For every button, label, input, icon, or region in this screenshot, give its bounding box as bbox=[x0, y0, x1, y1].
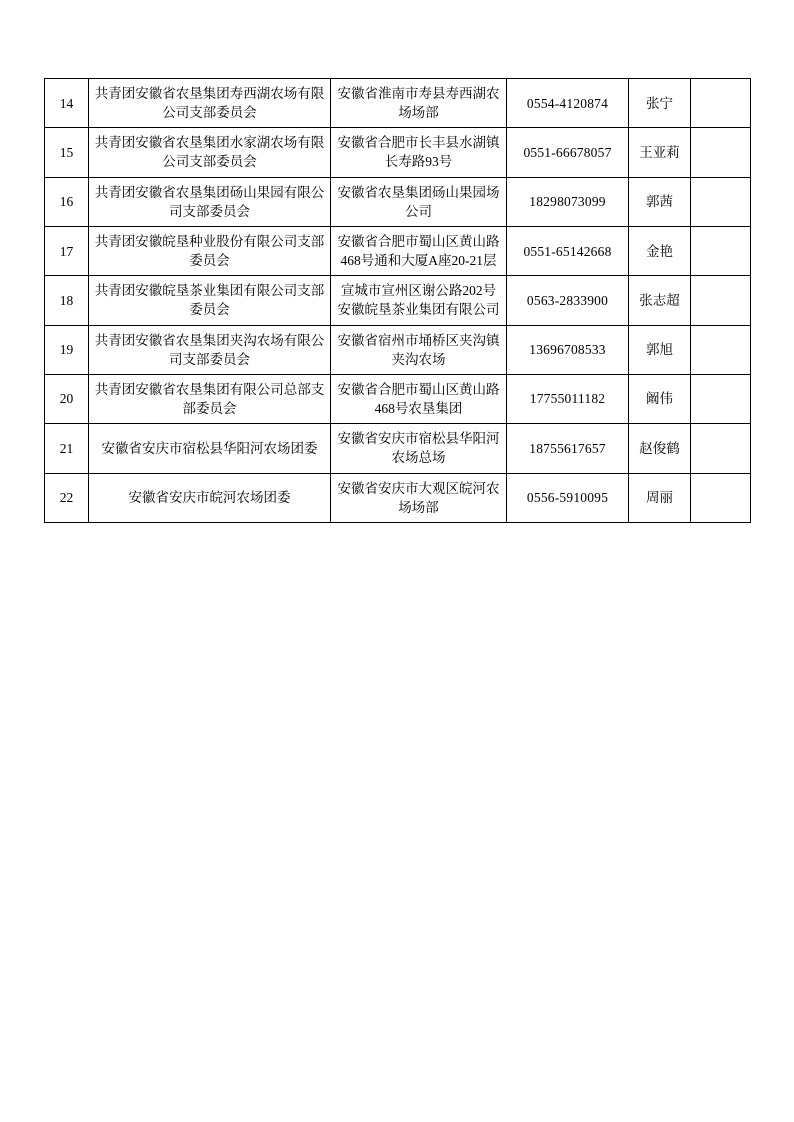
cell-index: 14 bbox=[45, 79, 89, 128]
cell-contact: 郭茜 bbox=[629, 177, 691, 226]
cell-organization: 共青团安徽省农垦集团水家湖农场有限公司支部委员会 bbox=[89, 128, 331, 177]
cell-extra bbox=[691, 128, 751, 177]
cell-extra bbox=[691, 325, 751, 374]
cell-index: 16 bbox=[45, 177, 89, 226]
cell-index: 18 bbox=[45, 276, 89, 325]
cell-contact: 赵俊鹤 bbox=[629, 424, 691, 473]
cell-organization: 安徽省安庆市宿松县华阳河农场团委 bbox=[89, 424, 331, 473]
cell-contact: 张宁 bbox=[629, 79, 691, 128]
cell-extra bbox=[691, 79, 751, 128]
cell-index: 20 bbox=[45, 374, 89, 423]
cell-contact: 金艳 bbox=[629, 226, 691, 275]
cell-address: 安徽省宿州市埇桥区夹沟镇夹沟农场 bbox=[331, 325, 507, 374]
cell-telephone: 0551-66678057 bbox=[507, 128, 629, 177]
cell-telephone: 0551-65142668 bbox=[507, 226, 629, 275]
cell-telephone: 17755011182 bbox=[507, 374, 629, 423]
cell-organization: 共青团安徽皖垦种业股份有限公司支部委员会 bbox=[89, 226, 331, 275]
table-row bbox=[45, 325, 751, 374]
cell-telephone: 0556-5910095 bbox=[507, 473, 629, 522]
table-row bbox=[45, 424, 751, 473]
cell-contact: 郭旭 bbox=[629, 325, 691, 374]
cell-telephone: 0554-4120874 bbox=[507, 79, 629, 128]
cell-index: 21 bbox=[45, 424, 89, 473]
cell-address: 安徽省合肥市蜀山区黄山路468号农垦集团 bbox=[331, 374, 507, 423]
cell-address: 安徽省合肥市蜀山区黄山路468号通和大厦A座20-21层 bbox=[331, 226, 507, 275]
table-row bbox=[45, 276, 751, 325]
cell-organization: 共青团安徽省农垦集团砀山果园有限公司支部委员会 bbox=[89, 177, 331, 226]
table-body bbox=[45, 79, 751, 523]
cell-contact: 王亚莉 bbox=[629, 128, 691, 177]
cell-address: 宣城市宣州区谢公路202号安徽皖垦茶业集团有限公司 bbox=[331, 276, 507, 325]
organization-table bbox=[44, 78, 751, 523]
cell-index: 15 bbox=[45, 128, 89, 177]
cell-address: 安徽省安庆市大观区皖河农场场部 bbox=[331, 473, 507, 522]
cell-organization: 共青团安徽省农垦集团夹沟农场有限公司支部委员会 bbox=[89, 325, 331, 374]
cell-extra bbox=[691, 424, 751, 473]
table-row bbox=[45, 473, 751, 522]
cell-extra bbox=[691, 226, 751, 275]
cell-telephone: 18755617657 bbox=[507, 424, 629, 473]
cell-contact: 阚伟 bbox=[629, 374, 691, 423]
cell-address: 安徽省安庆市宿松县华阳河农场总场 bbox=[331, 424, 507, 473]
cell-extra bbox=[691, 177, 751, 226]
table-container bbox=[44, 78, 750, 523]
cell-telephone: 13696708533 bbox=[507, 325, 629, 374]
cell-address: 安徽省农垦集团砀山果园场公司 bbox=[331, 177, 507, 226]
cell-extra bbox=[691, 374, 751, 423]
table-row bbox=[45, 128, 751, 177]
cell-contact: 张志超 bbox=[629, 276, 691, 325]
cell-address: 安徽省合肥市长丰县水湖镇长寿路93号 bbox=[331, 128, 507, 177]
cell-organization: 共青团安徽皖垦茶业集团有限公司支部委员会 bbox=[89, 276, 331, 325]
cell-telephone: 18298073099 bbox=[507, 177, 629, 226]
table-row bbox=[45, 177, 751, 226]
cell-organization: 安徽省安庆市皖河农场团委 bbox=[89, 473, 331, 522]
cell-index: 19 bbox=[45, 325, 89, 374]
cell-index: 22 bbox=[45, 473, 89, 522]
cell-extra bbox=[691, 276, 751, 325]
cell-index: 17 bbox=[45, 226, 89, 275]
cell-address: 安徽省淮南市寿县寿西湖农场场部 bbox=[331, 79, 507, 128]
cell-organization: 共青团安徽省农垦集团寿西湖农场有限公司支部委员会 bbox=[89, 79, 331, 128]
cell-organization: 共青团安徽省农垦集团有限公司总部支部委员会 bbox=[89, 374, 331, 423]
cell-extra bbox=[691, 473, 751, 522]
cell-telephone: 0563-2833900 bbox=[507, 276, 629, 325]
table-row bbox=[45, 226, 751, 275]
cell-contact: 周丽 bbox=[629, 473, 691, 522]
table-row bbox=[45, 79, 751, 128]
table-row bbox=[45, 374, 751, 423]
